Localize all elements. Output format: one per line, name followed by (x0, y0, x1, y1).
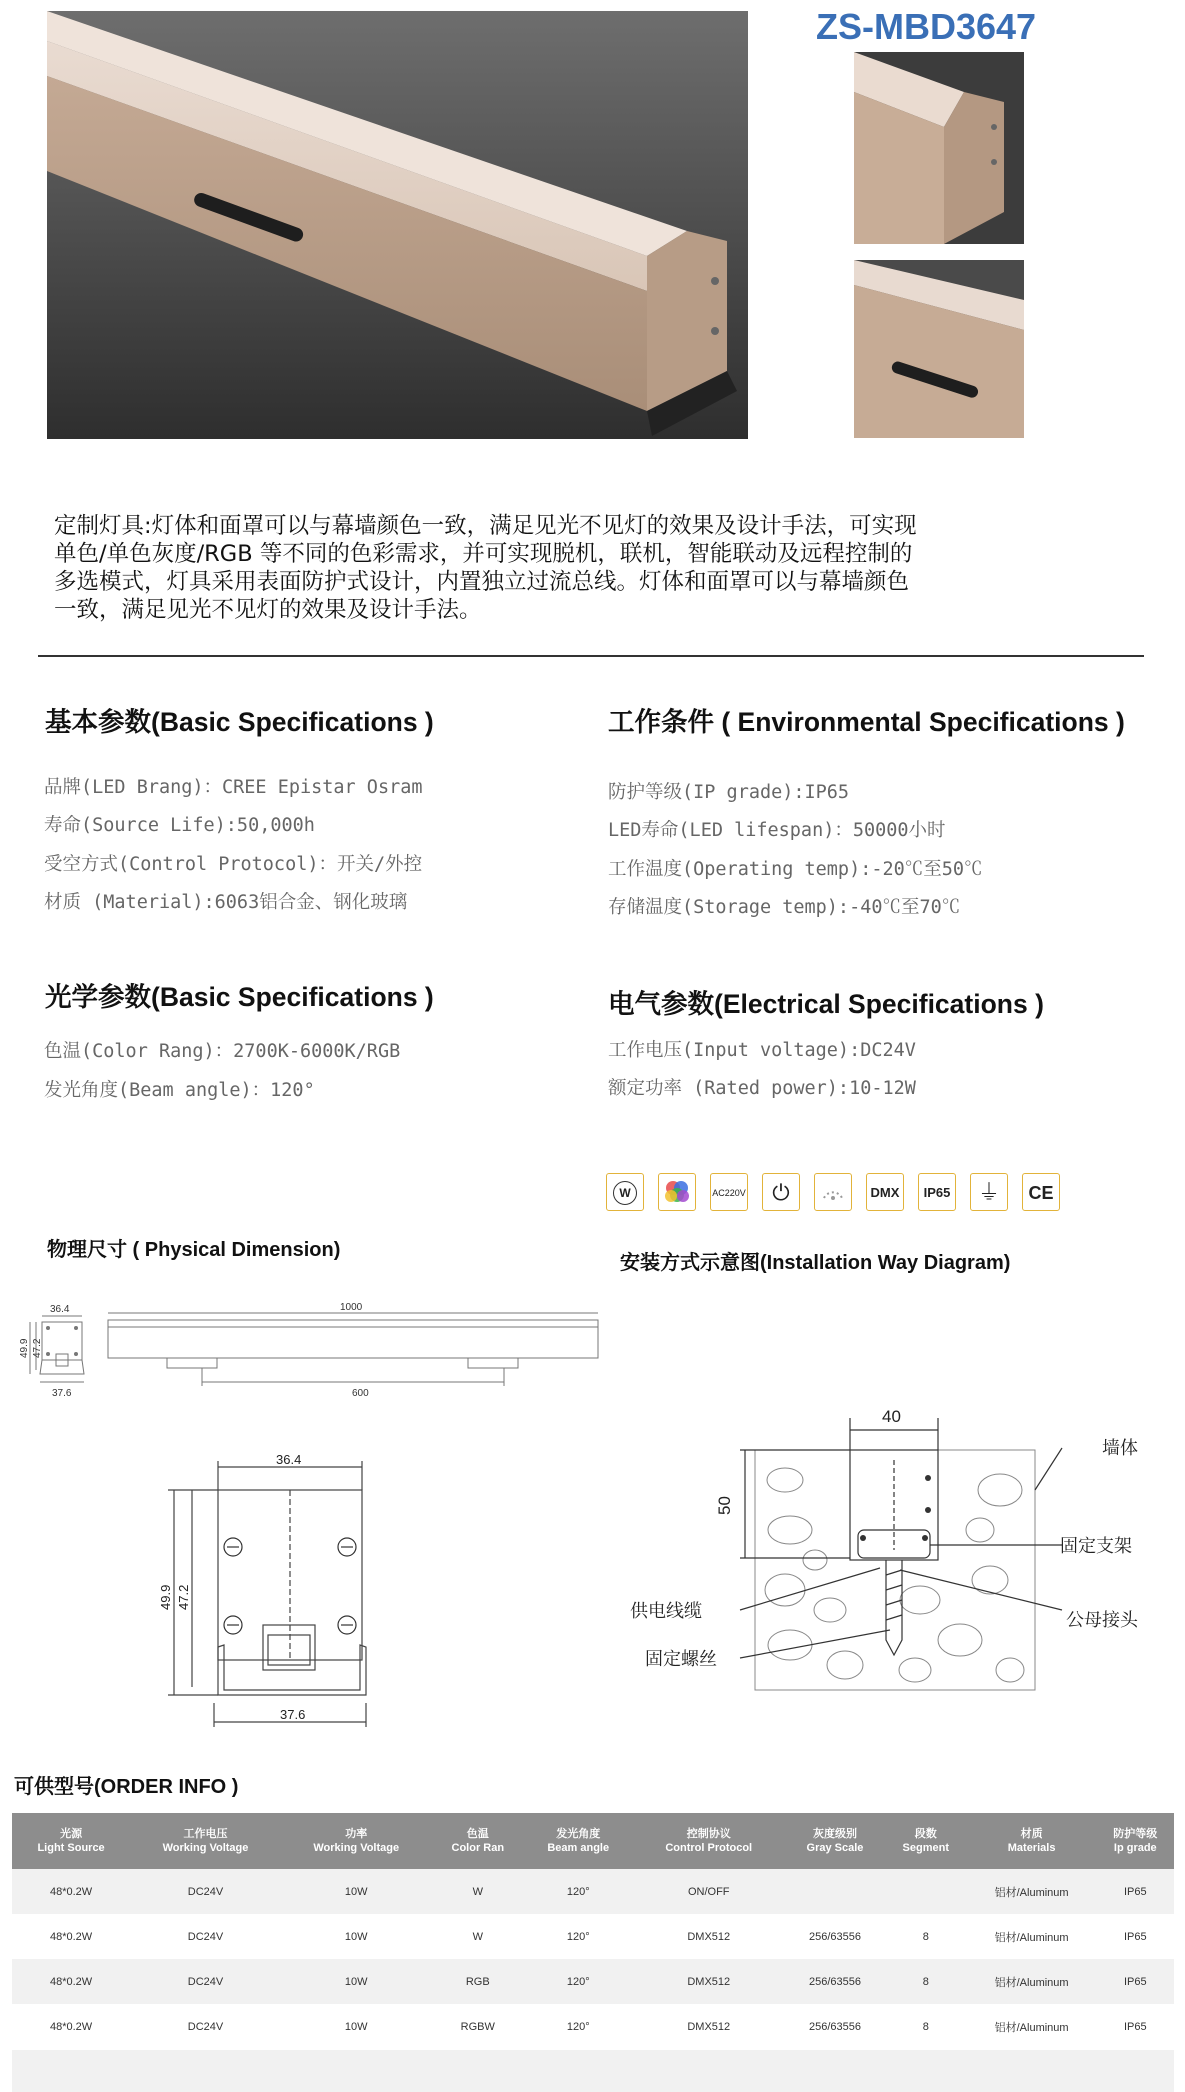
header-control-protocol: 控制协议 Control Protocol (632, 1813, 785, 1869)
small-dim-left1: 49.9 (19, 1338, 30, 1358)
small-dim-length: 1000 (340, 1302, 363, 1313)
label-connector: 公母接头 (1066, 1610, 1138, 1631)
physical-dimension-title: 物理尺寸 ( Physical Dimension) (47, 1239, 341, 1261)
table-row: 48*0.2W DC24V 10W RGBW 120° DMX512 256/63556 8 铝材/Aluminum IP65 (12, 2004, 1174, 2049)
installation-diagram (600, 1400, 1160, 1700)
large-dim-left2: 47.2 (176, 1584, 191, 1610)
small-dim-top: 36.4 (50, 1304, 70, 1315)
table-row: 48*0.2W DC24V 10W RGB 120° DMX512 256/63556 8 铝材/Aluminum IP65 (12, 1959, 1174, 2004)
large-dimension-drawing (150, 1455, 380, 1735)
spec-control: 受空方式(Control Protocol)：开关/外控 (44, 854, 423, 875)
description-line: 多选模式，灯具采用表面防护式设计，内置独立过流总线。灯体和面罩可以与幕墙颜色 (54, 569, 910, 595)
header-ip-grade: 防护等级 Ip grade (1097, 1813, 1174, 1869)
header-color: 色温 Color Ran (432, 1813, 524, 1869)
description-line: 定制灯具:灯体和面罩可以与幕墙颜色一致，满足见光不见灯的效果及设计手法，可实现 (54, 513, 917, 539)
header-materials: 材质 Materials (967, 1813, 1097, 1869)
ip65-icon: IP65 (918, 1173, 956, 1211)
table-header-row (12, 1813, 1174, 1869)
description-line: 一致，满足见光不见灯的效果及设计手法。 (54, 597, 482, 623)
label-screw: 固定螺丝 (645, 1649, 717, 1670)
order-info-title: 可供型号(ORDER INFO ) (14, 1776, 239, 1798)
table-row: 48*0.2W DC24V 10W W 120° DMX512 256/63556 8 铝材/Aluminum IP65 (12, 1914, 1174, 1959)
header-working-voltage: 工作电压 Working Voltage (130, 1813, 281, 1869)
installation-title: 安装方式示意图(Installation Way Diagram) (620, 1252, 1011, 1274)
optical-spec-title: 光学参数(Basic Specifications ) (45, 982, 434, 1012)
ce-icon: CE (1022, 1173, 1060, 1211)
spec-operating-temp: 工作温度(Operating temp):-20℃至50℃ (608, 859, 983, 880)
description-line: 单色/单色灰度/RGB 等不同的色彩需求，并可实现脱机，联机，智能联动及远程控制的 (54, 541, 913, 567)
spec-beam: 发光角度(Beam angle)：120° (44, 1080, 315, 1101)
large-dim-top: 36.4 (276, 1455, 302, 1467)
product-photo-end (854, 52, 1024, 244)
header-power: 功率 Working Voltage (281, 1813, 432, 1869)
ac220v-icon: AC220V (710, 1173, 748, 1211)
spec-ip: 防护等级(IP grade):IP65 (608, 782, 850, 803)
spec-material: 材质 (Material):6063铝合金、钢化玻璃 (44, 892, 408, 913)
large-dim-left1: 49.9 (158, 1584, 173, 1610)
w-icon-label: W (613, 1181, 637, 1205)
label-bracket: 固定支架 (1060, 1536, 1132, 1557)
product-photo-slot (854, 260, 1024, 438)
rgb-icon (658, 1173, 696, 1211)
small-dim-bottom: 37.6 (52, 1388, 72, 1399)
electrical-spec-title: 电气参数(Electrical Specifications ) (608, 989, 1044, 1019)
spec-led-life: LED寿命(LED lifespan)：50000小时 (608, 820, 946, 841)
spec-voltage: 工作电压(Input voltage):DC24V (608, 1040, 916, 1061)
dimmer-icon (814, 1173, 852, 1211)
table-footer-band (12, 2050, 1174, 2092)
install-width: 40 (882, 1407, 901, 1426)
dmx-icon: DMX (866, 1173, 904, 1211)
basic-spec-title: 基本参数(Basic Specifications ) (45, 707, 434, 737)
spec-color: 色温(Color Rang)：2700K-6000K/RGB (44, 1041, 401, 1062)
model-title: ZS-MBD3647 (816, 6, 1037, 47)
ground-icon: ⏚ (970, 1173, 1008, 1211)
spec-life: 寿命(Source Life):50,000h (44, 815, 315, 836)
header-segment: 段数 Segment (885, 1813, 967, 1869)
product-photo-main (47, 11, 748, 439)
small-dimension-drawing (12, 1300, 612, 1415)
w-icon (606, 1173, 644, 1211)
divider (38, 655, 1144, 657)
small-dim-spacing: 600 (352, 1388, 369, 1399)
label-wall: 墙体 (1102, 1438, 1138, 1459)
spec-brand: 品牌(LED Brang)：CREE Epistar Osram (44, 777, 423, 798)
environment-spec-title: 工作条件 ( Environmental Specifications ) (608, 707, 1125, 737)
small-dim-left2: 47.2 (32, 1338, 43, 1358)
order-table (12, 1813, 1174, 2049)
spec-storage-temp: 存储温度(Storage temp):-40℃至70℃ (608, 897, 961, 918)
install-height: 50 (715, 1496, 734, 1515)
header-gray-scale: 灰度级别 Gray Scale (785, 1813, 885, 1869)
header-beam-angle: 发光角度 Beam angle (524, 1813, 633, 1869)
power-icon: ⏻ (762, 1173, 800, 1211)
spec-power: 额定功率 (Rated power):10-12W (608, 1078, 916, 1099)
table-row: 48*0.2W DC24V 10W W 120° ON/OFF 铝材/Aluminum IP65 (12, 1869, 1174, 1914)
product-description (54, 512, 1094, 624)
label-cable: 供电线缆 (630, 1601, 702, 1622)
large-dim-bottom: 37.6 (280, 1707, 306, 1722)
header-light-source: 光源 Light Source (12, 1813, 130, 1869)
